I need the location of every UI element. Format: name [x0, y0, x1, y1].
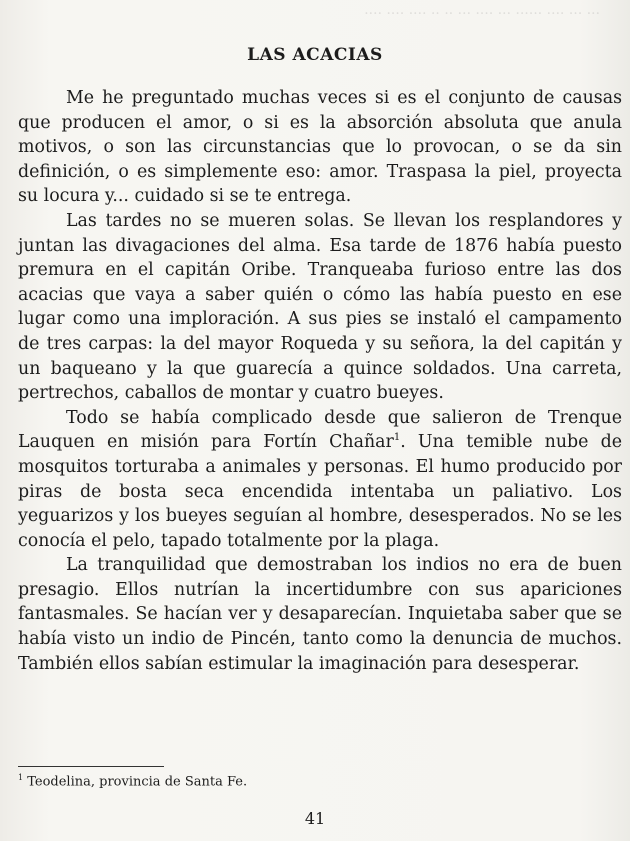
footnote-text: Teodelina, provincia de Santa Fe. [27, 774, 248, 790]
footnote-reference: 1 [393, 432, 401, 444]
body-text [18, 86, 622, 676]
paragraph: Me he preguntado muchas veces si es el conjunto de causas que producen el amor, o si es la absorción absoluta que anula motivos, o son las circunstancias que lo provocan, o se da sin definición, o es simplemente eso: amor. Traspasa la piel, proyecta su locura y... cuidado si se te entrega. [18, 88, 622, 207]
bleed-through-text: ··· ··· ···· ······ ··· ···· ··· ·· ·· ···· ···· ···· [364, 6, 600, 22]
footnote [18, 773, 247, 789]
paragraph-text: . Una temible nube de mosquitos torturaba a animales y personas. El humo producido por piras de bosta seca encendida intentaba un paliativo. Los yeguarizos y los bueyes seguían al hombre, desesperados. No se les conocía el pelo, tapado totalmente por la plaga. [18, 432, 622, 551]
page-number: 41 [304, 809, 326, 828]
footnote-marker: 1 [18, 773, 24, 782]
paragraph: Las tardes no se mueren solas. Se llevan los resplandores y juntan las divagaciones del alma. Esa tarde de 1876 había puesto premura en el capitán Oribe. Tranqueaba furioso entre las dos acacias que vaya a saber quién o cómo las había puesto en ese lugar como una imploración. A sus pies se instaló el campamento de tres carpas: la del mayor Roqueda y su señora, la del capitán y un baqueano y la que guarecía a quince soldados. Una carreta, pertrechos, caballos de montar y cuatro bueyes. [18, 210, 622, 404]
paragraph-text: Todo se había complicado desde que salieron de Trenque Lauquen en misión para Fortín Chañar [18, 407, 622, 453]
chapter-title: LAS ACACIAS [247, 45, 383, 66]
footnote-divider [18, 766, 164, 767]
paragraph: La tranquilidad que demostraban los indios no era de buen presagio. Ellos nutrían la incertidumbre con sus apariciones fantasmales. Se hacían ver y desaparecían. Inquietaba saber que se había visto un indio de Pincén, tanto como la denuncia de muchos. También ellos sabían estimular la imaginación para desesperar. [18, 555, 622, 674]
paragraph [18, 406, 622, 554]
